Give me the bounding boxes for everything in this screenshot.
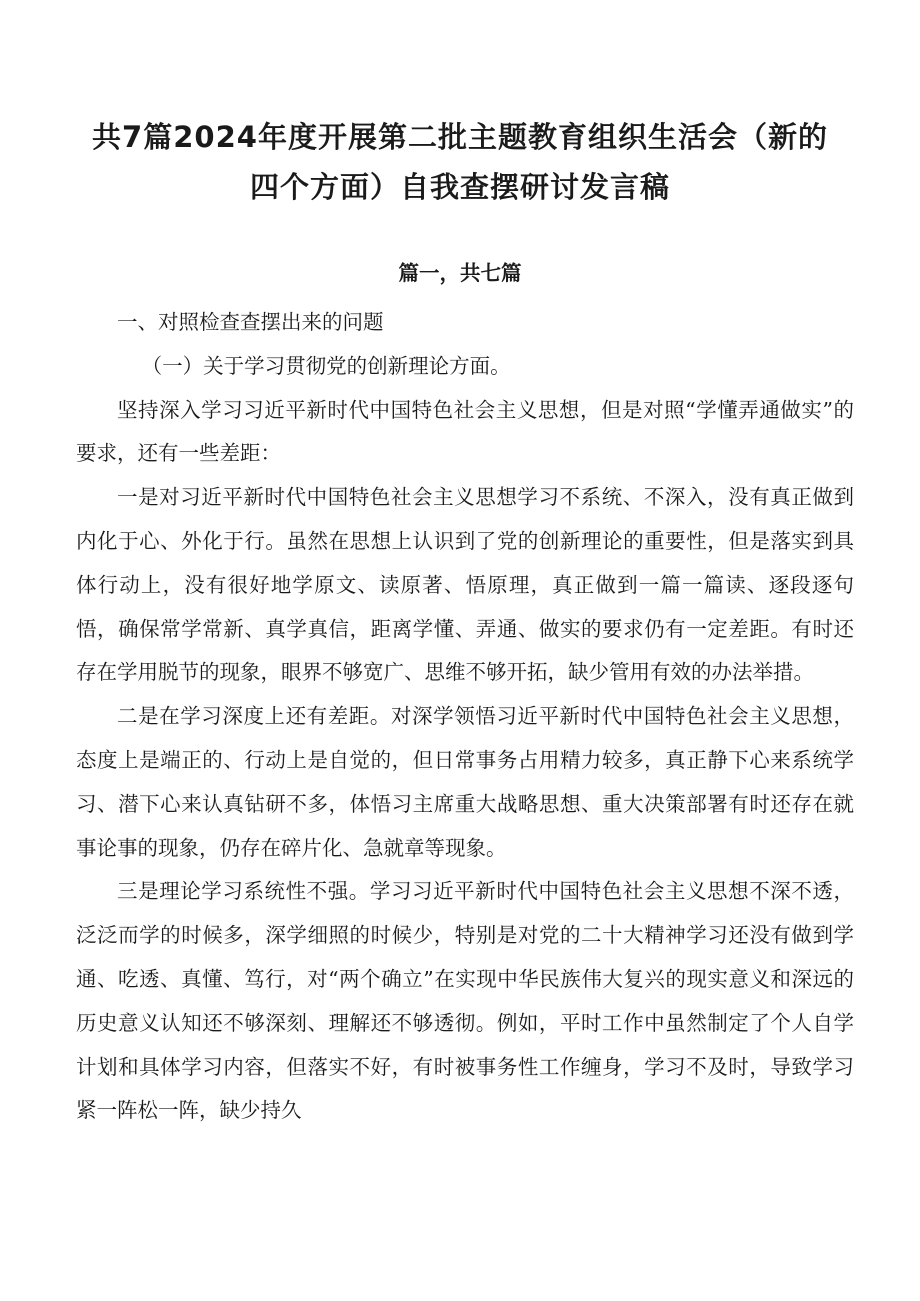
- heading-level-1: 一、对照检查查摆出来的问题: [117, 310, 384, 334]
- paragraph-point-2: 二是在学习深度上还有差距。对深学领悟习近平新时代中国特色社会主义思想，态度上是端正的、行动上是自觉的，但日常事务占用精力较多，真正静下心来系统学习、潜下心来认真钻研不多，体悟习主席重大战略思想、重大决策部署有时还存在就事论事的现象，仍存在碎片化、急就章等现象。: [76, 704, 854, 860]
- paragraph-intro: 坚持深入学习习近平新时代中国特色社会主义思想，但是对照“学懂弄通做实”的要求，还有一些差距：: [76, 397, 854, 466]
- document-body: [76, 301, 854, 1133]
- paragraph-point-1: 一是对习近平新时代中国特色社会主义思想学习不系统、不深入，没有真正做到内化于心、外化于行。虽然在思想上认识到了党的创新理论的重要性，但是落实到具体行动上，没有很好地学原文、读原著、悟原理，真正做到一篇一篇读、逐段逐句悟，确保常学常新、真学真信，距离学懂、弄通、做实的要求仍有一定差距。有时还存在学用脱节的现象，眼界不够宽广、思维不够开拓，缺少管用有效的办法举措。: [76, 485, 854, 685]
- document-title-line-2: 四个方面）自我查摆研讨发言稿: [249, 170, 670, 204]
- document-title: [60, 112, 860, 212]
- section-title: 篇一，共七篇: [398, 261, 522, 285]
- document-title-line-1: 共7篇2024年度开展第二批主题教育组织生活会（新的: [92, 120, 828, 154]
- paragraph-point-3: 三是理论学习系统性不强。学习习近平新时代中国特色社会主义思想不深不透，泛泛而学的时候多，深学细照的时候少，特别是对党的二十大精神学习还没有做到学通、吃透、真懂、笃行，对“两个确立”在实现中华民族伟大复兴的现实意义和深远的历史意义认知还不够深刻、理解还不够透彻。例如，平时工作中虽然制定了个人自学计划和具体学习内容，但落实不好，有时被事务性工作缠身，学习不及时，导致学习紧一阵松一阵，缺少持久: [76, 879, 854, 1123]
- heading-level-2: （一）关于学习贯彻党的创新理论方面。: [141, 353, 511, 378]
